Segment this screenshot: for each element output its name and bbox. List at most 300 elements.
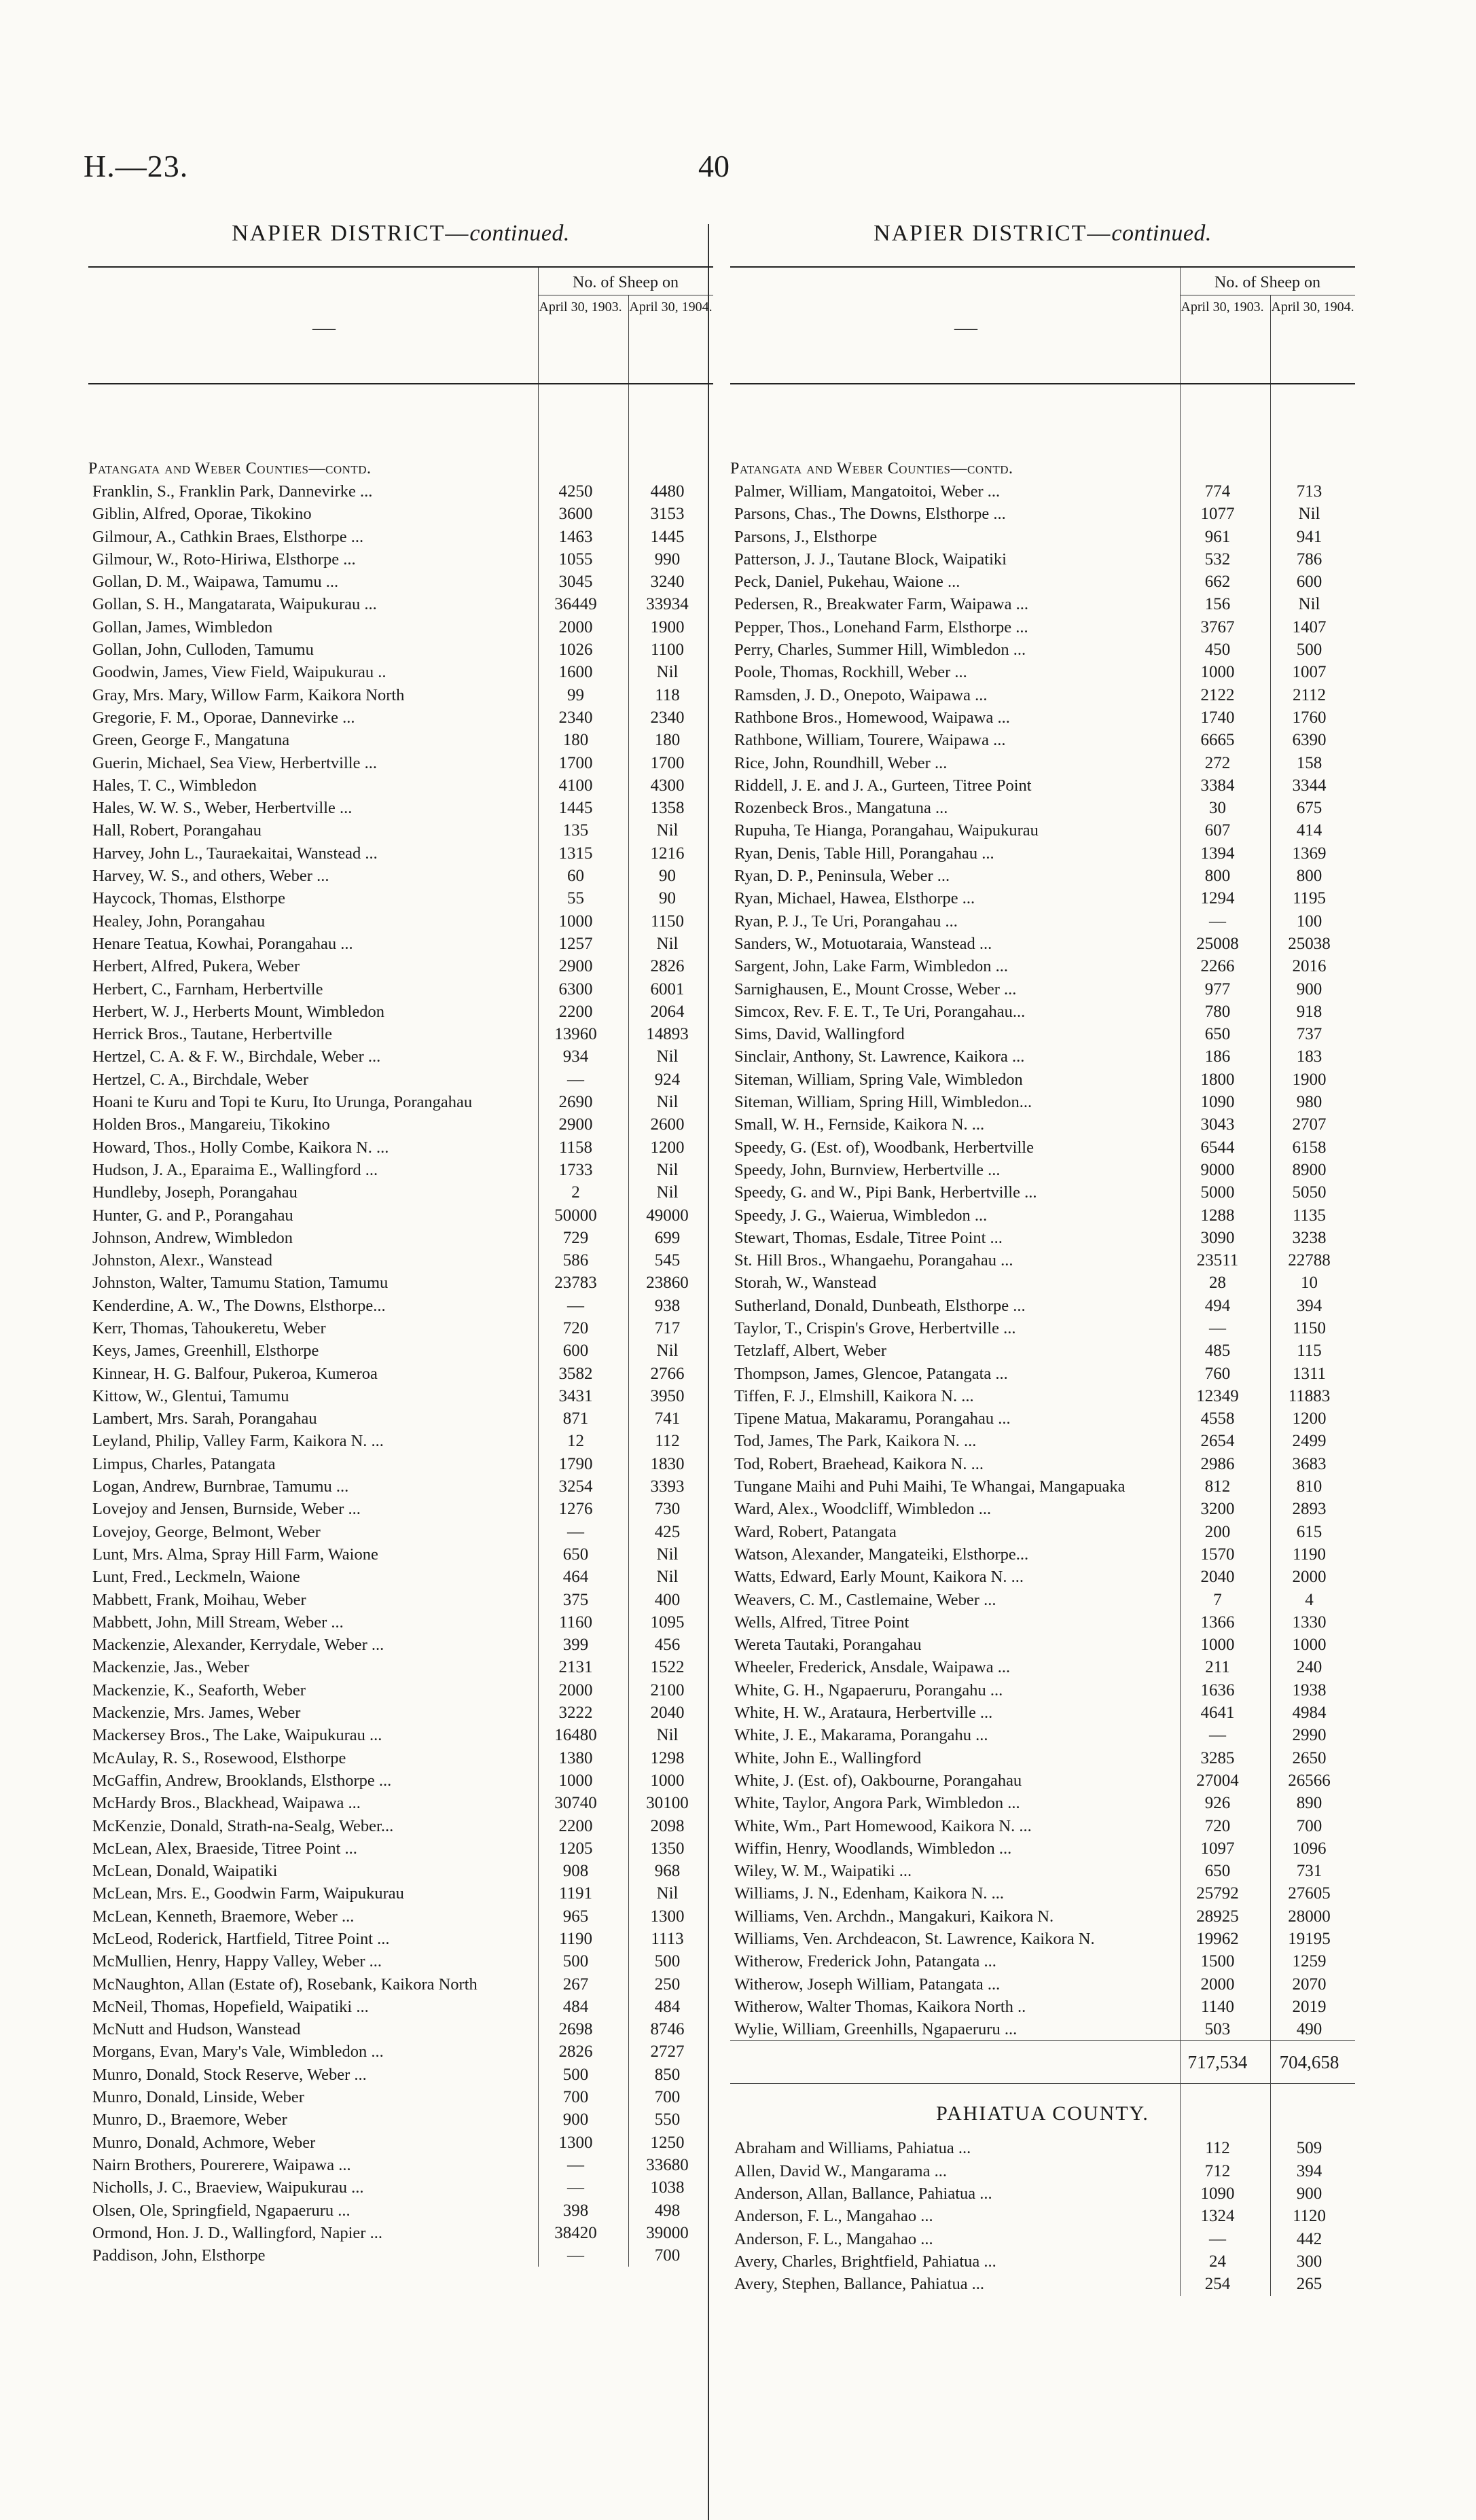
sheep-1904: 918 xyxy=(1296,1002,1322,1021)
sheep-1903: 2 xyxy=(571,1183,580,1202)
table-row xyxy=(88,2086,713,2108)
owner-name: Speedy, G. and W., Pipi Bank, Herbertville ... xyxy=(734,1183,1037,1202)
owner-name: Franklin, S., Franklin Park, Dannevirke ... xyxy=(92,482,373,501)
owner-name: White, John E., Wallingford xyxy=(734,1748,922,1767)
sheep-1903: 1000 xyxy=(558,1771,593,1790)
year-1904-header: April 30, 1904. xyxy=(629,300,713,314)
year-1903-header: April 30, 1903. xyxy=(1181,300,1264,314)
sheep-1904: 1522 xyxy=(650,1658,685,1677)
owner-name: Green, George F., Mangatuna xyxy=(92,731,290,750)
owner-name: Ryan, Denis, Table Hill, Porangahau ... xyxy=(734,844,994,863)
sheep-1904: 2040 xyxy=(650,1704,685,1723)
sheep-1904: 39000 xyxy=(646,2223,689,2242)
sheep-1903: 3384 xyxy=(1200,776,1235,795)
sheep-1903: 375 xyxy=(562,1590,589,1609)
sheep-1903: 27004 xyxy=(1196,1771,1239,1790)
sheep-1904: 741 xyxy=(654,1409,681,1428)
table-row xyxy=(730,503,1355,525)
sheep-1903: 272 xyxy=(1204,753,1231,772)
sheep-1904: 3393 xyxy=(650,1477,685,1496)
sheep-1904: 2000 xyxy=(1292,1568,1327,1587)
table-row xyxy=(88,1136,713,1159)
owner-name: Mackersey Bros., The Lake, Waipukurau ... xyxy=(92,1726,382,1745)
sheep-1903: 1380 xyxy=(558,1748,593,1767)
owner-name: Speedy, J. G., Waierua, Wimbledon ... xyxy=(734,1206,988,1225)
owner-name: Guerin, Michael, Sea View, Herbertville ... xyxy=(92,753,377,772)
owner-name: Holden Bros., Mangareiu, Tikokino xyxy=(92,1115,330,1134)
table-row xyxy=(88,797,713,819)
sheep-1903: 38420 xyxy=(554,2223,597,2242)
sheep-1904: 6001 xyxy=(650,979,685,998)
table-row xyxy=(88,684,713,706)
sheep-1903: 503 xyxy=(1204,2020,1231,2039)
sheep-1903: 1090 xyxy=(1200,2184,1235,2203)
owner-name: Pepper, Thos., Lonehand Farm, Elsthorpe ... xyxy=(734,617,1028,636)
table-row xyxy=(88,1453,713,1475)
sheep-1904: 731 xyxy=(1296,1862,1322,1881)
sheep-1903: 1700 xyxy=(558,753,593,772)
owner-name: Riddell, J. E. and J. A., Gurteen, Titree Point xyxy=(734,776,1032,795)
sheep-1904: 28000 xyxy=(1288,1907,1331,1926)
column-rule xyxy=(628,295,629,383)
owner-name: Mackenzie, K., Seaforth, Weber xyxy=(92,1680,306,1699)
district-title-italic: continued. xyxy=(469,221,570,246)
table-row xyxy=(730,774,1355,797)
table-header xyxy=(730,266,1355,384)
table-row xyxy=(88,1113,713,1136)
owner-name: Gilmour, W., Roto-Hiriwa, Elsthorpe ... xyxy=(92,550,356,569)
sheep-1903: 1160 xyxy=(558,1613,593,1632)
sheep-1904: 2100 xyxy=(650,1680,685,1699)
sheep-1904: 1445 xyxy=(650,527,685,546)
owner-name: Hertzel, C. A. & F. W., Birchdale, Weber ... xyxy=(92,1047,381,1066)
sheep-1904: Nil xyxy=(656,1568,679,1587)
sheep-1903: 12 xyxy=(567,1432,584,1451)
sheep-1903: 4641 xyxy=(1200,1704,1235,1723)
sheep-1904: 699 xyxy=(654,1228,681,1247)
sheep-1904: 115 xyxy=(1297,1342,1322,1361)
sheep-1903: 2000 xyxy=(558,617,593,636)
sheep-1904: 1190 xyxy=(1292,1545,1327,1564)
owner-name: Ward, Alex., Woodcliff, Wimbledon ... xyxy=(734,1500,992,1519)
table-row xyxy=(88,1973,713,1996)
table-row xyxy=(730,1973,1355,1996)
table-row xyxy=(730,819,1355,842)
owner-name: Ormond, Hon. J. D., Wallingford, Napier ... xyxy=(92,2223,382,2242)
sheep-1904: 550 xyxy=(654,2110,681,2129)
sheep-1904: 713 xyxy=(1296,482,1322,501)
table-row xyxy=(730,1136,1355,1159)
table-row xyxy=(88,1905,713,1928)
sheep-1904: 8746 xyxy=(650,2020,685,2039)
owner-name: Harvey, W. S., and others, Weber ... xyxy=(92,867,329,886)
owner-name: Speedy, G. (Est. of), Woodbank, Herbertville xyxy=(734,1138,1034,1157)
owner-name: Sanders, W., Motuotaraia, Wanstead ... xyxy=(734,934,992,953)
sheep-1903: 532 xyxy=(1204,550,1231,569)
sheep-1904: 1120 xyxy=(1292,2207,1327,2226)
sheep-1903: 3043 xyxy=(1200,1115,1235,1134)
owner-name: Lunt, Fred., Leckmeln, Waione xyxy=(92,1568,300,1587)
table-row xyxy=(730,1747,1355,1769)
table-row xyxy=(88,2131,713,2154)
owner-name: Mackenzie, Mrs. James, Weber xyxy=(92,1704,301,1723)
table-row xyxy=(88,2222,713,2244)
owner-name: Tungane Maihi and Puhi Maihi, Te Whangai, Mangapuaka xyxy=(734,1477,1126,1496)
sheep-1903: 60 xyxy=(567,867,584,886)
sheep-1903: 23783 xyxy=(554,1274,597,1293)
sheep-1903: 211 xyxy=(1205,1658,1230,1677)
sheep-1903: 200 xyxy=(1204,1522,1231,1541)
sheep-1903: 485 xyxy=(1204,1342,1231,1361)
sheep-1903: 1294 xyxy=(1200,889,1235,908)
district-title-italic: continued. xyxy=(1111,221,1212,246)
table-row xyxy=(730,1113,1355,1136)
sheep-1903: 55 xyxy=(567,889,584,908)
sheep-1903: 2131 xyxy=(558,1658,593,1677)
owner-name: White, Wm., Part Homewood, Kaikora N. ... xyxy=(734,1816,1032,1835)
sheep-1904: 2499 xyxy=(1292,1432,1327,1451)
sheep-1903: 1055 xyxy=(558,550,593,569)
owner-name: Sarnighausen, E., Mount Crosse, Weber ... xyxy=(734,979,1017,998)
sheep-1903: 28 xyxy=(1209,1274,1226,1293)
table-row xyxy=(88,2040,713,2063)
owner-name: Rupuha, Te Hianga, Porangahau, Waipukurau xyxy=(734,821,1039,840)
table-row xyxy=(730,1339,1355,1362)
owner-name: Healey, John, Porangahau xyxy=(92,912,266,931)
owner-name: Tod, James, The Park, Kaikora N. ... xyxy=(734,1432,977,1451)
sheep-1904: 1938 xyxy=(1292,1680,1327,1699)
owner-name: Giblin, Alfred, Oporae, Tikokino xyxy=(92,505,312,524)
sheep-1904: 990 xyxy=(654,550,681,569)
sheep-1904: 90 xyxy=(659,867,676,886)
table-body xyxy=(88,384,713,2267)
table-row xyxy=(730,2250,1355,2273)
sheep-1904: 456 xyxy=(654,1636,681,1655)
table-row xyxy=(88,1950,713,1973)
sheep-1904: 33680 xyxy=(646,2155,689,2174)
table-row xyxy=(730,1611,1355,1634)
sheep-1904: Nil xyxy=(656,1342,679,1361)
table-row xyxy=(730,1453,1355,1475)
sheep-1904: 1298 xyxy=(650,1748,685,1767)
sheep-1904: 6158 xyxy=(1292,1138,1327,1157)
table-row xyxy=(730,526,1355,548)
sheep-1904: 4 xyxy=(1305,1590,1314,1609)
owner-name: McMullien, Henry, Happy Valley, Weber ... xyxy=(92,1952,382,1971)
sheep-1903: 30 xyxy=(1209,799,1226,818)
sheep-1904: 900 xyxy=(1296,979,1322,998)
sheep-1903: 1000 xyxy=(1200,1636,1235,1655)
sheep-1904: 3950 xyxy=(650,1386,685,1405)
table-row xyxy=(730,910,1355,933)
sheep-1903: 399 xyxy=(562,1636,589,1655)
sheep-1904: 1760 xyxy=(1292,708,1327,727)
table-row xyxy=(730,548,1355,571)
sheep-1904: 850 xyxy=(654,2065,681,2084)
owner-name: Rozenbeck Bros., Mangatuna ... xyxy=(734,799,948,818)
table-row xyxy=(730,842,1355,865)
table-row xyxy=(730,1430,1355,1452)
owner-name: Mabbett, John, Mill Stream, Weber ... xyxy=(92,1613,344,1632)
table-row xyxy=(88,1272,713,1294)
sheep-1903: 650 xyxy=(1204,1862,1231,1881)
sheep-1903: 934 xyxy=(562,1047,589,1066)
sheep-1904: 924 xyxy=(654,1070,681,1089)
sheep-1903: 760 xyxy=(1204,1364,1231,1383)
sheep-1904: 240 xyxy=(1296,1658,1322,1677)
sheep-1904: 2016 xyxy=(1292,957,1327,976)
sheep-1903: 112 xyxy=(1205,2139,1230,2158)
sheep-1903: — xyxy=(567,1070,584,1089)
sheep-1903: 780 xyxy=(1204,1002,1231,1021)
table-row xyxy=(730,1385,1355,1407)
owner-name: Kittow, W., Glentui, Tamumu xyxy=(92,1386,289,1405)
owner-name: Nicholls, J. C., Braeview, Waipukurau ... xyxy=(92,2178,364,2197)
owner-name: White, Taylor, Angora Park, Wimbledon ... xyxy=(734,1794,1020,1813)
table-row xyxy=(88,819,713,842)
sheep-1903: 1636 xyxy=(1200,1680,1235,1699)
owner-name: Howard, Thos., Holly Combe, Kaikora N. ... xyxy=(92,1138,389,1157)
table-row xyxy=(88,1091,713,1113)
sheep-1903: 2200 xyxy=(558,1002,593,1021)
sheep-1904: 1900 xyxy=(650,617,685,636)
sheep-1903: 977 xyxy=(1204,979,1231,998)
table-row xyxy=(88,1430,713,1452)
sheep-1903: 1790 xyxy=(558,1454,593,1473)
table-row xyxy=(730,1204,1355,1227)
sheep-1903: 1300 xyxy=(558,2133,593,2152)
table-row xyxy=(730,1068,1355,1091)
table-row xyxy=(88,1769,713,1792)
table-row xyxy=(730,1317,1355,1339)
sheep-1903: 1097 xyxy=(1200,1839,1235,1858)
owner-name: Stewart, Thomas, Esdale, Titree Point ... xyxy=(734,1228,1003,1247)
owner-name: Rathbone Bros., Homewood, Waipawa ... xyxy=(734,708,1010,727)
sheep-1904: Nil xyxy=(656,1093,679,1112)
sheep-1904: 1100 xyxy=(650,641,685,660)
sheep-1904: 810 xyxy=(1296,1477,1322,1496)
sheep-1903: 254 xyxy=(1204,2275,1231,2294)
sheep-1903: 812 xyxy=(1204,1477,1231,1496)
sheep-1904: 615 xyxy=(1296,1522,1322,1541)
table-row xyxy=(88,1045,713,1068)
sheep-1903: 450 xyxy=(1204,641,1231,660)
sheep-1904: 23860 xyxy=(646,1274,689,1293)
owner-name: Ryan, Michael, Hawea, Elsthorpe ... xyxy=(734,889,975,908)
table-row xyxy=(730,1091,1355,1113)
sheep-1903: 3090 xyxy=(1200,1228,1235,1247)
sheep-1903: — xyxy=(567,2155,584,2174)
sheep-1904: 49000 xyxy=(646,1206,689,1225)
table-row xyxy=(88,638,713,661)
sheep-1903: 1500 xyxy=(1200,1952,1235,1971)
table-row xyxy=(88,1679,713,1702)
owner-name: Wheeler, Frederick, Ansdale, Waipawa ... xyxy=(734,1658,1011,1677)
owner-name: Kerr, Thomas, Tahoukeretu, Weber xyxy=(92,1318,326,1337)
owner-name: Gray, Mrs. Mary, Willow Farm, Kaikora North xyxy=(92,685,405,704)
sheep-1904: 1007 xyxy=(1292,663,1327,682)
owner-name: Williams, J. N., Edenham, Kaikora N. ... xyxy=(734,1884,1005,1903)
owner-name: Witherow, Joseph William, Patangata ... xyxy=(734,1975,1001,1994)
owner-name: Hundleby, Joseph, Porangahau xyxy=(92,1183,298,1202)
sheep-1904: 2893 xyxy=(1292,1500,1327,1519)
sheep-1904: 1150 xyxy=(650,912,685,931)
table-row xyxy=(730,1407,1355,1430)
table-row xyxy=(88,910,713,933)
sheep-1904: 2098 xyxy=(650,1816,685,1835)
table-row xyxy=(730,638,1355,661)
table-row xyxy=(88,1159,713,1181)
sheep-1904: 2600 xyxy=(650,1115,685,1134)
table-row xyxy=(730,933,1355,955)
table-row xyxy=(730,1045,1355,1068)
sheep-1903: 180 xyxy=(562,731,589,750)
sheep-1904: 4480 xyxy=(650,482,685,501)
owner-name: Allen, David W., Mangarama ... xyxy=(734,2161,947,2180)
right-column xyxy=(730,217,1355,2296)
sheep-1904: 1350 xyxy=(650,1839,685,1858)
owner-name: Lambert, Mrs. Sarah, Porangahau xyxy=(92,1409,317,1428)
sheep-1903: 9000 xyxy=(1200,1160,1235,1179)
table-row xyxy=(730,2160,1355,2182)
sheep-1904: 414 xyxy=(1296,821,1322,840)
table-row xyxy=(88,1634,713,1656)
owner-name: Johnston, Walter, Tamumu Station, Tamumu xyxy=(92,1274,389,1293)
sheep-1903: 600 xyxy=(562,1342,589,1361)
column-rule xyxy=(1270,384,1271,2296)
sheep-1903: 1288 xyxy=(1200,1206,1235,1225)
sheep-1904: 1830 xyxy=(650,1454,685,1473)
owner-name: Parsons, Chas., The Downs, Elsthorpe ... xyxy=(734,505,1006,524)
owner-name: Sutherland, Donald, Dunbeath, Elsthorpe ... xyxy=(734,1296,1026,1315)
sheep-1904: 442 xyxy=(1296,2229,1322,2248)
owner-name: Gregorie, F. M., Oporae, Dannevirke ... xyxy=(92,708,355,727)
owner-name: Wiley, W. M., Waipatiki ... xyxy=(734,1862,912,1881)
sheep-1904: Nil xyxy=(1298,595,1320,614)
sheep-1904: 600 xyxy=(1296,573,1322,592)
sheep-1904: 1000 xyxy=(650,1771,685,1790)
owner-name: Wereta Tautaki, Porangahau xyxy=(734,1636,922,1655)
sheep-1903: — xyxy=(1209,1318,1226,1337)
sheep-1903: 6300 xyxy=(558,979,593,998)
owner-name: Nairn Brothers, Pourerere, Waipawa ... xyxy=(92,2155,351,2174)
owner-name: McLean, Mrs. E., Goodwin Farm, Waipukurau xyxy=(92,1884,404,1903)
sheep-1903: 5000 xyxy=(1200,1183,1235,1202)
owner-name: Gollan, James, Wimbledon xyxy=(92,617,273,636)
owner-name: Simcox, Rev. F. E. T., Te Uri, Porangahau... xyxy=(734,1002,1026,1021)
owner-name: Taylor, T., Crispin's Grove, Herbertville ... xyxy=(734,1318,1016,1337)
owner-name: Kinnear, H. G. Balfour, Pukeroa, Kumeroa xyxy=(92,1364,378,1383)
sheep-1904: 180 xyxy=(654,731,681,750)
sheep-1904: 22788 xyxy=(1288,1251,1331,1270)
owner-name: Avery, Stephen, Ballance, Pahiatua ... xyxy=(734,2275,985,2294)
sheep-1904: 112 xyxy=(655,1432,680,1451)
owner-name: Poole, Thomas, Rockhill, Weber ... xyxy=(734,663,967,682)
sheep-1904: 3683 xyxy=(1292,1454,1327,1473)
owner-name: Hertzel, C. A., Birchdale, Weber xyxy=(92,1070,309,1089)
owner-name: Rathbone, William, Tourere, Waipawa ... xyxy=(734,731,1006,750)
sheep-1904: 968 xyxy=(654,1862,681,1881)
sheep-1904: 1200 xyxy=(1292,1409,1327,1428)
owner-name: Ryan, D. P., Peninsula, Weber ... xyxy=(734,867,950,886)
sheep-1903: 494 xyxy=(1204,1296,1231,1315)
table-row xyxy=(730,571,1355,593)
sheep-1903: 500 xyxy=(562,1952,589,1971)
sheep-1904: 1216 xyxy=(650,844,685,863)
sheep-1904: 3344 xyxy=(1292,776,1327,795)
sheep-1904: 700 xyxy=(654,2088,681,2107)
sheep-1904: 1300 xyxy=(650,1907,685,1926)
sheep-1903: 2986 xyxy=(1200,1454,1235,1473)
sheep-1903: — xyxy=(1209,912,1226,931)
sheep-1903: 1077 xyxy=(1200,505,1235,524)
sheep-1903: — xyxy=(567,1522,584,1541)
owner-name: Tetzlaff, Albert, Weber xyxy=(734,1342,886,1361)
table-row xyxy=(88,1589,713,1611)
sheep-1903: 13960 xyxy=(554,1025,597,1044)
sheep-1904: 8900 xyxy=(1292,1160,1327,1179)
sheep-1904: 3153 xyxy=(650,505,685,524)
sheep-1903: 6665 xyxy=(1200,731,1235,750)
sheep-1903: 2900 xyxy=(558,957,593,976)
table-row xyxy=(88,887,713,910)
owner-name: Thompson, James, Glencoe, Patangata ... xyxy=(734,1364,1008,1383)
owner-name: Anderson, Allan, Ballance, Pahiatua ... xyxy=(734,2184,992,2203)
owner-name: Wylie, William, Greenhills, Ngapaeruru ... xyxy=(734,2020,1018,2039)
column-rule xyxy=(1270,295,1271,383)
table-row xyxy=(88,1227,713,1249)
table-row xyxy=(88,1815,713,1837)
sheep-1904: 1096 xyxy=(1292,1839,1327,1858)
table-row xyxy=(88,842,713,865)
sheep-1904: 786 xyxy=(1296,550,1322,569)
owner-name: Sinclair, Anthony, St. Lawrence, Kaikora ... xyxy=(734,1047,1025,1066)
table-row xyxy=(730,1815,1355,1837)
owner-name: Paddison, John, Elsthorpe xyxy=(92,2246,266,2265)
table-body xyxy=(730,384,1355,2296)
sheep-1903: — xyxy=(1209,2229,1226,2248)
sheep-1903: 3222 xyxy=(558,1704,593,1723)
sheep-1904: 941 xyxy=(1296,527,1322,546)
sheep-1903: 871 xyxy=(562,1409,589,1428)
table-row xyxy=(730,1679,1355,1702)
table-row xyxy=(88,1385,713,1407)
sheep-1903: 650 xyxy=(562,1545,589,1564)
sheep-1903: 1257 xyxy=(558,934,593,953)
sheep-1903: 186 xyxy=(1204,1047,1231,1066)
table-row xyxy=(88,865,713,887)
sheep-1904: 1038 xyxy=(650,2178,685,2197)
owner-name: Hunter, G. and P., Porangahau xyxy=(92,1206,293,1225)
sheep-1904: 33934 xyxy=(646,595,689,614)
sheep-1904: 25038 xyxy=(1288,934,1331,953)
sheep-1903: 1445 xyxy=(558,799,593,818)
sheep-1903: 3254 xyxy=(558,1477,593,1496)
sheep-count-header: No. of Sheep on xyxy=(538,270,713,295)
sheep-1903: 267 xyxy=(562,1975,589,1994)
sheep-1904: 509 xyxy=(1296,2139,1322,2158)
sheep-1904: 11883 xyxy=(1288,1386,1331,1405)
sheep-1903: 800 xyxy=(1204,867,1231,886)
sheep-1903: 2690 xyxy=(558,1093,593,1112)
sheep-1904: 400 xyxy=(654,1590,681,1609)
table-row xyxy=(88,616,713,638)
owner-name: Peck, Daniel, Pukehau, Waione ... xyxy=(734,573,960,592)
sheep-1903: 1315 xyxy=(558,844,593,863)
sheep-1903: 908 xyxy=(562,1862,589,1881)
table-row xyxy=(730,1475,1355,1498)
sheep-1904: 2112 xyxy=(1292,685,1327,704)
